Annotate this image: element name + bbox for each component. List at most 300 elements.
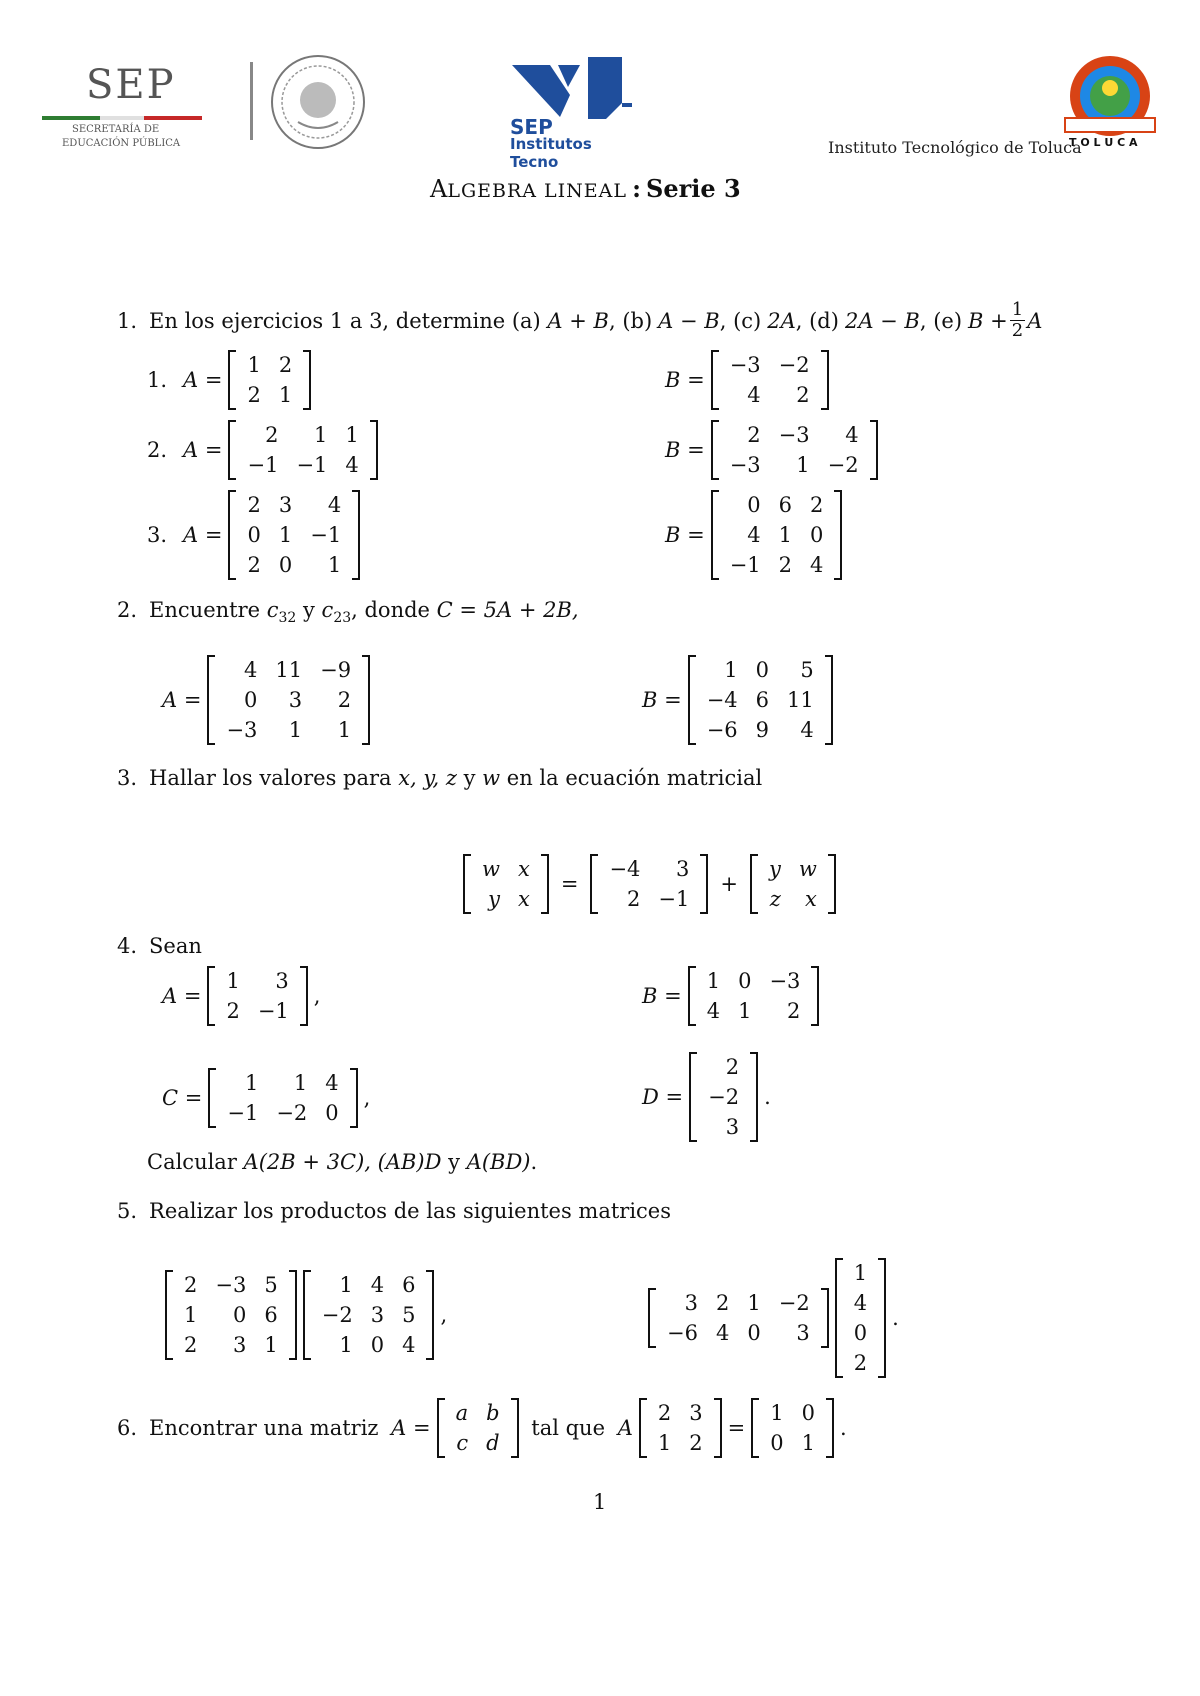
exercise-number: 2. [117, 598, 138, 622]
matrix-grid [600, 854, 698, 914]
exercise-5-statement: 5. Realizar los productos de las siguientes matrices [117, 1199, 672, 1223]
exercise-2-statement: 2. Encuentre $c_{32}$ y $c_{23}$, donde C = 5A + 2B, [117, 598, 579, 627]
matrix-row [238, 450, 367, 480]
sep-logo-stripe [42, 116, 100, 120]
matrix-entry: 0 [325, 1101, 339, 1125]
matrix-label: A = [162, 984, 202, 1008]
ex4-matrix-C: C = 1 1 4 −1 −2 0 , [162, 1068, 370, 1128]
matrix-entry: −1 [310, 523, 342, 547]
ex4-matrix-D: D = 2 −2 3 . [642, 1052, 771, 1142]
matrix [208, 1068, 357, 1128]
matrix-entry: 2 [796, 383, 810, 407]
ex3-equation [463, 854, 836, 914]
matrix-row [447, 1398, 509, 1428]
matrix-entry: −3 [769, 969, 801, 993]
matrix-entry: 2 [247, 553, 261, 577]
sep-logo-stripe [100, 116, 144, 120]
matrix-grid [313, 1270, 425, 1360]
title-small-caps: LGEBRA LINEAL [447, 180, 627, 202]
toluca-logo [1055, 48, 1165, 158]
matrix [228, 490, 360, 580]
matrix-row [238, 520, 350, 550]
sep-logo-text: SEP [86, 62, 176, 108]
matrix-label: A = [162, 688, 202, 712]
matrix-row [658, 1288, 819, 1318]
matrix-entry: 4 [800, 718, 814, 742]
matrix-entry: 3 [676, 857, 690, 881]
exercise-3-statement: 3. Hallar los valores para x, y, z y w en la ecuación matricial [117, 766, 763, 790]
matrix-grid [238, 350, 301, 410]
matrix-grid [761, 1398, 824, 1458]
matrix-row [175, 1270, 287, 1300]
matrix-entry: 3 [684, 1291, 698, 1315]
matrix-entry: 6 [778, 493, 793, 517]
matrix-entry: x [517, 857, 530, 881]
equation: C = 5A + 2B, [436, 598, 579, 622]
matrix-grid [699, 1052, 748, 1142]
matrix-entry: −2 [778, 353, 810, 377]
matrix-entry: w [482, 857, 500, 881]
matrix [207, 966, 307, 1026]
matrix-row [473, 884, 539, 914]
matrix [165, 1270, 297, 1360]
exercise-number: 4. [117, 934, 138, 958]
matrix-entry: −1 [729, 553, 761, 577]
op-c: 2A [767, 308, 796, 333]
matrix-row [217, 655, 360, 685]
matrix-entry: 1 [264, 1333, 278, 1357]
exercise-4-statement: 4. Sean [117, 934, 202, 958]
exercise-number: 5. [117, 1199, 138, 1223]
exercise-number: 3. [117, 766, 138, 790]
institute-name: Instituto Tecnológico de Toluca [828, 138, 1082, 157]
matrix-entry: 4 [325, 1071, 339, 1095]
matrix-row [218, 1098, 347, 1128]
toluca-gear-icon [1055, 48, 1165, 148]
matrix-entry: 2 [747, 423, 761, 447]
matrix-row [649, 1398, 712, 1428]
matrix-row [698, 715, 823, 745]
matrix-label: B = [665, 438, 705, 462]
matrix-entry: −1 [247, 453, 279, 477]
matrix-row [845, 1318, 876, 1348]
matrix-grid [721, 420, 868, 480]
matrix-row [238, 350, 301, 380]
matrix-row [721, 450, 868, 480]
matrix-grid [238, 420, 367, 480]
matrix-entry: 3 [796, 1321, 810, 1345]
matrix-row [313, 1270, 425, 1300]
matrix [648, 1288, 829, 1348]
matrix-row [447, 1428, 509, 1458]
matrix-entry: 1 [226, 969, 240, 993]
matrix-entry: d [486, 1431, 500, 1455]
matrix-row [761, 1428, 824, 1458]
matrix-entry: −2 [827, 453, 859, 477]
matrix-row [658, 1318, 819, 1348]
matrix-row [218, 1068, 347, 1098]
matrix-entry: 2 [627, 887, 641, 911]
matrix-entry: 2 [810, 493, 824, 517]
matrix-entry: 1 [747, 1291, 761, 1315]
matrix-row [473, 854, 539, 884]
ex2-matrix-A [162, 655, 370, 745]
item-number: 2. [147, 438, 168, 462]
matrix-row [698, 996, 810, 1026]
matrix-entry: 3 [275, 969, 289, 993]
matrix-entry: 1 [244, 1071, 259, 1095]
fraction-numerator: 1 [1011, 299, 1024, 320]
matrix-grid [721, 490, 833, 580]
matrix-entry: 3 [278, 493, 293, 517]
matrix-entry: −2 [708, 1085, 740, 1109]
matrix-label: B = [642, 688, 682, 712]
matrix-entry: 4 [370, 1273, 385, 1297]
matrix-entry: 1 [796, 453, 810, 477]
matrix-entry: z [769, 887, 781, 911]
matrix-entry: −3 [226, 718, 258, 742]
matrix-grid [217, 655, 360, 745]
title-separator: : [632, 174, 641, 203]
matrix-label: B = [665, 523, 705, 547]
matrix [303, 1270, 435, 1360]
matrix-entry: −2 [778, 1291, 810, 1315]
item-number: 3. [147, 523, 168, 547]
matrix-entry: 1 [327, 553, 342, 577]
matrix-entry: 2 [247, 383, 261, 407]
fraction-denominator: 2 [1011, 320, 1024, 341]
matrix-entry: 2 [787, 999, 801, 1023]
matrix-row [175, 1330, 287, 1360]
matrix-entry: 1 [724, 658, 738, 682]
matrix-entry: 0 [244, 688, 258, 712]
label-b: (b) [622, 308, 653, 333]
matrix-entry: 9 [755, 718, 770, 742]
matrix-grid [649, 1398, 712, 1458]
ex1-item-3-A [147, 490, 360, 580]
matrix [711, 420, 878, 480]
matrix-entry: 2 [853, 1351, 868, 1375]
matrix-entry: 5 [800, 658, 814, 682]
matrix-row [721, 380, 819, 410]
matrix-entry: 6 [755, 688, 770, 712]
matrix-entry: 1 [339, 1333, 353, 1357]
item-number: 1. [147, 368, 168, 392]
matrix-entry: x [517, 887, 530, 911]
matrix-entry: 2 [247, 493, 261, 517]
matrix-entry: 4 [747, 383, 761, 407]
matrix-entry: 0 [247, 523, 261, 547]
matrix-entry: 2 [725, 1055, 740, 1079]
matrix-entry: 1 [853, 1261, 868, 1285]
matrix-entry: 1 [738, 999, 752, 1023]
matrix-entry: 3 [288, 688, 303, 712]
matrix-grid [698, 655, 823, 745]
matrix [207, 655, 370, 745]
matrix-label: B = [642, 984, 682, 1008]
matrix-entry: 2 [184, 1333, 198, 1357]
tec-logo-subtitle: Institutos Tecno [510, 135, 592, 171]
matrix-row [649, 1428, 712, 1458]
matrix-entry: −6 [706, 718, 738, 742]
ex2-matrix-B [642, 655, 833, 745]
matrix [437, 1398, 519, 1458]
fraction-one-half [1010, 300, 1025, 341]
matrix-row [238, 420, 367, 450]
matrix-entry: 2 [184, 1273, 198, 1297]
matrix-row [721, 420, 868, 450]
matrix-entry: 0 [770, 1431, 784, 1455]
matrix-row [313, 1300, 425, 1330]
matrix-grid [217, 966, 297, 1026]
exercise-6-statement: 6. Encontrar una matriz A = a b c d tal que A 2 3 1 2 = 1 0 0 1 . [117, 1398, 847, 1458]
matrix-entry: −3 [729, 353, 761, 377]
logo-divider [250, 62, 253, 140]
matrix-row [699, 1052, 748, 1082]
matrix-row [217, 966, 297, 996]
ex5-product-1: 2 −3 5 1 0 6 2 3 1 1 4 6 −2 3 5 1 0 4 , [165, 1270, 447, 1360]
matrix-grid [721, 350, 819, 410]
matrix-entry: 4 [715, 1321, 730, 1345]
matrix-entry: 2 [278, 353, 293, 377]
matrix-entry: −3 [729, 453, 761, 477]
matrix-row [760, 854, 826, 884]
matrix-entry: 5 [264, 1273, 278, 1297]
matrix-entry: 0 [810, 523, 824, 547]
page-title [430, 174, 741, 203]
matrix-row [217, 996, 297, 1026]
op-a: A + B [547, 308, 609, 333]
matrix [711, 350, 829, 410]
ex1-item-2-A [147, 420, 378, 480]
sep-logo-subtitle: SECRETARÍA DE [72, 124, 160, 135]
matrix [228, 420, 377, 480]
ex1-item-1-A [147, 350, 311, 410]
matrix-entry: 1 [778, 523, 793, 547]
toluca-logo-text: T O L U C A [1069, 136, 1138, 149]
matrix [751, 1398, 834, 1458]
matrix-row [699, 1082, 748, 1112]
sep-logo [42, 62, 202, 152]
matrix-entry: −1 [227, 1101, 259, 1125]
matrix-row [721, 490, 833, 520]
matrix-entry: 4 [853, 1291, 868, 1315]
matrix-grid [175, 1270, 287, 1360]
matrix [590, 854, 708, 914]
matrix-entry: 2 [265, 423, 279, 447]
sep-logo-stripe [144, 116, 202, 120]
matrix-entry: a [455, 1401, 469, 1425]
matrix-row [699, 1112, 748, 1142]
matrix-entry: 1 [293, 1071, 308, 1095]
matrix-grid [218, 1068, 347, 1128]
matrix-entry: 0 [278, 553, 293, 577]
matrix-entry: 2 [715, 1291, 730, 1315]
matrix-entry: 1 [278, 383, 293, 407]
matrix-entry: −1 [658, 887, 690, 911]
op-b: A − B [658, 308, 720, 333]
matrix-row [238, 490, 350, 520]
matrix-row [217, 685, 360, 715]
matrix-entry: 2 [657, 1401, 672, 1425]
matrix-entry: y [488, 887, 500, 911]
matrix-entry: 1 [801, 1431, 815, 1455]
exercise-1-statement: 1. En los ejercicios 1 a 3, determine (a) A + B , (b) A − B , (c) 2A , (d) 2A − B , (e) B + $\frac{1}{2}$ A [117, 299, 1043, 341]
matrix-entry: −2 [321, 1303, 353, 1327]
matrix-entry: 2 [337, 688, 352, 712]
matrix-grid [238, 490, 350, 580]
matrix-entry: w [798, 857, 817, 881]
matrix-entry: 11 [787, 688, 814, 712]
exercise-number: 1. [117, 308, 138, 333]
matrix-entry: 2 [778, 553, 793, 577]
matrix-entry: 1 [314, 423, 328, 447]
matrix-row [238, 550, 350, 580]
matrix [711, 490, 843, 580]
matrix-entry: 2 [689, 1431, 703, 1455]
ex4-matrix-A: A = 1 3 2 −1 , [162, 966, 320, 1026]
matrix-entry: 0 [801, 1401, 815, 1425]
label-e: (e) [933, 308, 963, 333]
label-c: (c) [733, 308, 762, 333]
matrix-entry: 1 [247, 353, 261, 377]
matrix-entry: 11 [275, 658, 303, 682]
matrix-entry: 1 [657, 1431, 672, 1455]
matrix-entry: 1 [770, 1401, 784, 1425]
matrix-row [721, 520, 833, 550]
matrix-entry: 0 [370, 1333, 385, 1357]
matrix-entry: 4 [327, 493, 342, 517]
sep-logo-subtitle: EDUCACIÓN PÚBLICA [62, 138, 181, 149]
matrix-entry: 6 [264, 1303, 278, 1327]
op-e: B + [968, 308, 1008, 333]
ex1-item-2-B [665, 420, 878, 480]
matrix-entry: −1 [296, 453, 328, 477]
exercise-number: 6. [117, 1416, 138, 1440]
label-d: (d) [809, 308, 839, 333]
matrix-entry: 4 [810, 553, 824, 577]
matrix-row [721, 550, 833, 580]
matrix-row [600, 854, 698, 884]
matrix-entry: 1 [278, 523, 293, 547]
matrix-grid [698, 966, 810, 1026]
matrix-entry: 0 [755, 658, 770, 682]
matrix-row [760, 884, 826, 914]
matrix-label: B = [665, 368, 705, 392]
op-d: 2A − B [844, 308, 920, 333]
matrix-row [721, 350, 819, 380]
matrix [688, 655, 833, 745]
matrix-row [698, 655, 823, 685]
exercise-text: En los ejercicios 1 a 3, determine (a) [149, 308, 548, 333]
equals-sign: = [560, 872, 579, 896]
matrix-grid [447, 1398, 509, 1458]
matrix-entry: b [486, 1401, 500, 1425]
matrix-grid [760, 854, 826, 914]
matrix-entry: −4 [706, 688, 738, 712]
matrix-grid [473, 854, 539, 914]
matrix-entry: c [456, 1431, 469, 1455]
ex1-item-1-B [665, 350, 829, 410]
plus-sign: + [720, 872, 738, 896]
matrix-entry: 1 [184, 1303, 198, 1327]
matrix-entry: −3 [778, 423, 810, 447]
matrix [639, 1398, 722, 1458]
matrix-entry: 1 [288, 718, 303, 742]
matrix-row [845, 1348, 876, 1378]
matrix [750, 854, 836, 914]
matrix-entry: 0 [747, 1321, 761, 1345]
matrix-entry: −9 [320, 658, 352, 682]
matrix-row [175, 1300, 287, 1330]
matrix-row [217, 715, 360, 745]
matrix-entry: x [805, 887, 817, 911]
matrix-label: A = [183, 523, 223, 547]
matrix-entry: 3 [725, 1115, 740, 1139]
matrix-label: C = [162, 1086, 203, 1110]
matrix-entry: 3 [370, 1303, 385, 1327]
matrix-entry: −1 [257, 999, 289, 1023]
matrix-entry: y [768, 857, 781, 881]
matrix-row [845, 1258, 876, 1288]
matrix-row [313, 1330, 425, 1360]
matrix-entry: 0 [747, 493, 761, 517]
matrix-entry: 3 [232, 1333, 247, 1357]
matrix-entry: 4 [402, 1333, 416, 1357]
exercise-4-task: Calcular A(2B + 3C), (AB)D y A(BD). [147, 1150, 538, 1174]
national-seal-icon [268, 52, 368, 152]
matrix-entry: 3 [689, 1401, 703, 1425]
matrix-entry: 1 [337, 718, 352, 742]
matrix [688, 966, 820, 1026]
matrix-entry: 1 [706, 969, 721, 993]
ex1-item-3-B [665, 490, 842, 580]
fraction-tail: A [1027, 308, 1043, 333]
matrix-row [698, 966, 810, 996]
matrix-grid [658, 1288, 819, 1348]
matrix [835, 1258, 886, 1378]
matrix [463, 854, 549, 914]
matrix-entry: −3 [215, 1273, 247, 1297]
matrix-entry: 4 [845, 423, 859, 447]
matrix-label: A = [183, 438, 223, 462]
matrix-entry: 1 [339, 1273, 353, 1297]
matrix-entry: −2 [276, 1101, 308, 1125]
title-initial: A [430, 175, 448, 203]
matrix-entry: 4 [244, 658, 258, 682]
ex4-matrix-B [642, 966, 819, 1026]
matrix-row [238, 380, 301, 410]
matrix-entry: 4 [706, 999, 721, 1023]
matrix-entry: 0 [232, 1303, 247, 1327]
matrix-entry: 0 [738, 969, 752, 993]
matrix [689, 1052, 758, 1142]
matrix-label: A = [183, 368, 223, 392]
matrix-row [761, 1398, 824, 1428]
matrix-entry: 4 [345, 453, 359, 477]
matrix-label: D = [642, 1085, 684, 1109]
title-series: Serie 3 [646, 174, 741, 203]
ex5-product-2: 3 2 1 −2 −6 4 0 3 1 4 0 2 . [648, 1258, 899, 1378]
matrix-grid [845, 1258, 876, 1378]
matrix-row [845, 1288, 876, 1318]
tec-logo-sep: SEP [510, 115, 553, 139]
matrix-row [698, 685, 823, 715]
matrix-entry: 1 [345, 423, 359, 447]
matrix-row [600, 884, 698, 914]
matrix-entry: 0 [853, 1321, 868, 1345]
matrix [228, 350, 311, 410]
